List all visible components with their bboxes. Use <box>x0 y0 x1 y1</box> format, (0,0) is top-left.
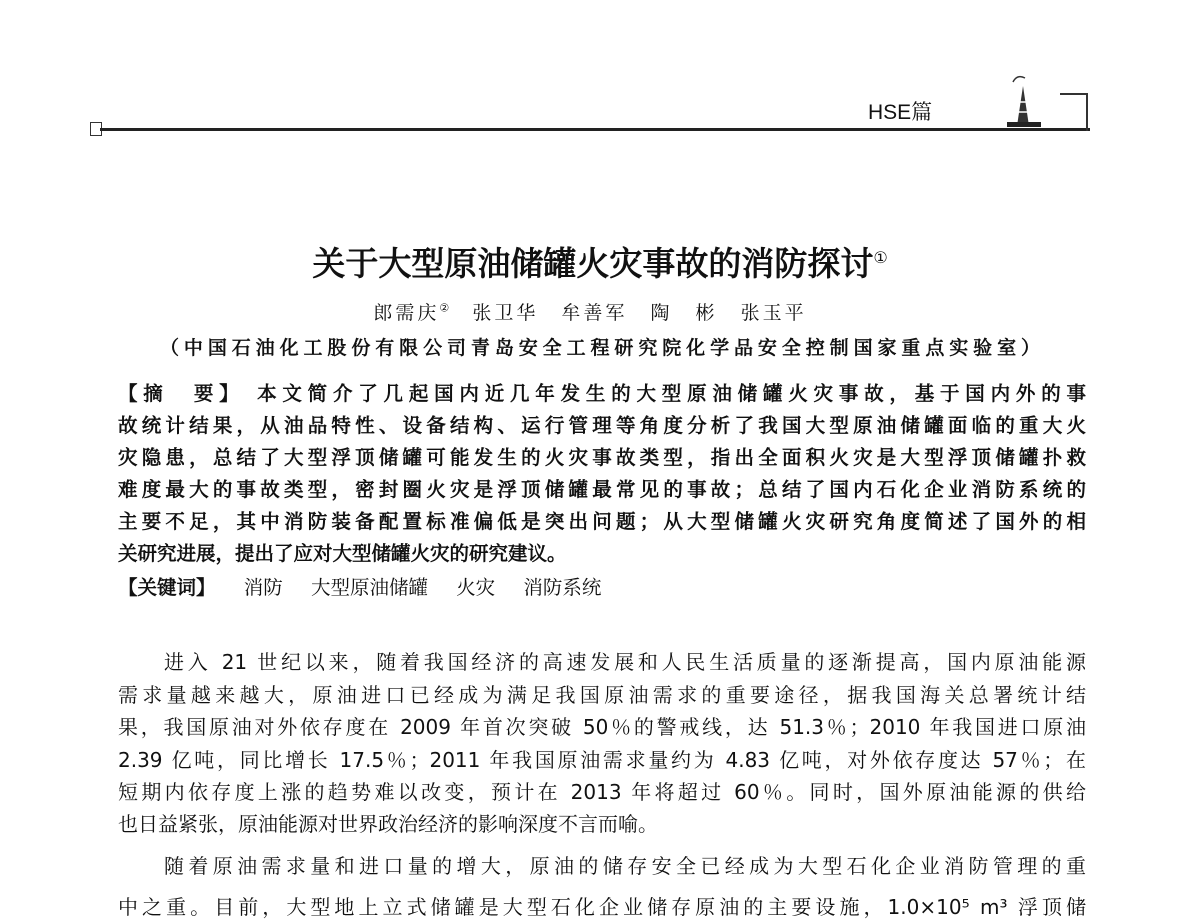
author: 张卫华 <box>472 302 539 324</box>
author: 牟善军 <box>561 302 628 324</box>
title-footnote-mark: ① <box>873 248 888 267</box>
title-text: 关于大型原油储罐火灾事故的消防探讨 <box>312 244 874 283</box>
keywords <box>118 573 623 603</box>
keywords-label: 【关键词】 <box>118 576 216 599</box>
abstract-line: 灾隐患，总结了大型浮顶储罐可能发生的火灾事故类型，指出全面积火灾是大型浮顶储罐扑救 <box>118 446 1086 469</box>
section-label: HSE篇 <box>868 101 933 124</box>
header-rule <box>100 128 1090 131</box>
body-line: 2.39 亿吨，同比增长 17.5％；2011 年我国原油需求量约为 4.83 亿吨，对外依存度达 57％；在 <box>118 748 1086 772</box>
paper-title <box>0 238 1200 285</box>
abstract-line: 【摘 要】 本文简介了几起国内近几年发生的大型原油储罐火灾事故，基于国内外的事 <box>118 382 1086 405</box>
abstract-line: 关研究进展，提出了应对大型储罐火灾的研究建议。 <box>118 542 567 565</box>
body-line: 进入 21 世纪以来，随着我国经济的高速发展和人民生活质量的逐渐提高，国内原油能源 <box>164 650 1086 674</box>
keyword: 消防系统 <box>523 576 602 599</box>
body-line: 也日益紧张，原油能源对世界政治经济的影响深度不言而喻。 <box>118 812 658 836</box>
abstract-label: 【摘 要】 <box>118 382 245 405</box>
body-line: 随着原油需求量和进口量的增大，原油的储存安全已经成为大型石化企业消防管理的重 <box>164 854 1086 878</box>
author: 陶 彬 <box>650 302 718 324</box>
affiliation: （中国石油化工股份有限公司青岛安全工程研究院化学品安全控制国家重点实验室） <box>160 337 1040 359</box>
author-list <box>0 298 1180 325</box>
oil-derrick-icon <box>1003 72 1043 128</box>
header-right-bracket <box>1060 93 1088 131</box>
author: 张玉平 <box>740 302 807 324</box>
body-line: 需求量越来越大，原油进口已经成为满足我国原油需求的重要途径，据我国海关总署统计结 <box>118 683 1086 707</box>
abstract-line: 主要不足，其中消防装备配置标准偏低是突出问题；从大型储罐火灾研究角度简述了国外的相 <box>118 510 1086 533</box>
author: 郎需庆② <box>373 301 450 324</box>
body-line: 短期内依存度上涨的趋势难以改变，预计在 2013 年将超过 60％。同时，国外原油能源的供给 <box>118 780 1086 804</box>
body-line: 中之重。目前，大型地上立式储罐是大型石化企业储存原油的主要设施，1.0×10⁵ m³ 浮顶储 <box>118 895 1086 919</box>
abstract-line: 故统计结果，从油品特性、设备结构、运行管理等角度分析了我国大型原油储罐面临的重大火 <box>118 414 1086 437</box>
abstract-line: 难度最大的事故类型，密封圈火灾是浮顶储罐最常见的事故；总结了国内石化企业消防系统的 <box>118 478 1086 501</box>
keyword: 消防 <box>243 576 283 599</box>
keyword: 火灾 <box>456 576 496 599</box>
keyword: 大型原油储罐 <box>310 576 428 599</box>
body-line: 果，我国原油对外依存度在 2009 年首次突破 50％的警戒线，达 51.3％；2010 年我国进口原油 <box>118 715 1086 739</box>
